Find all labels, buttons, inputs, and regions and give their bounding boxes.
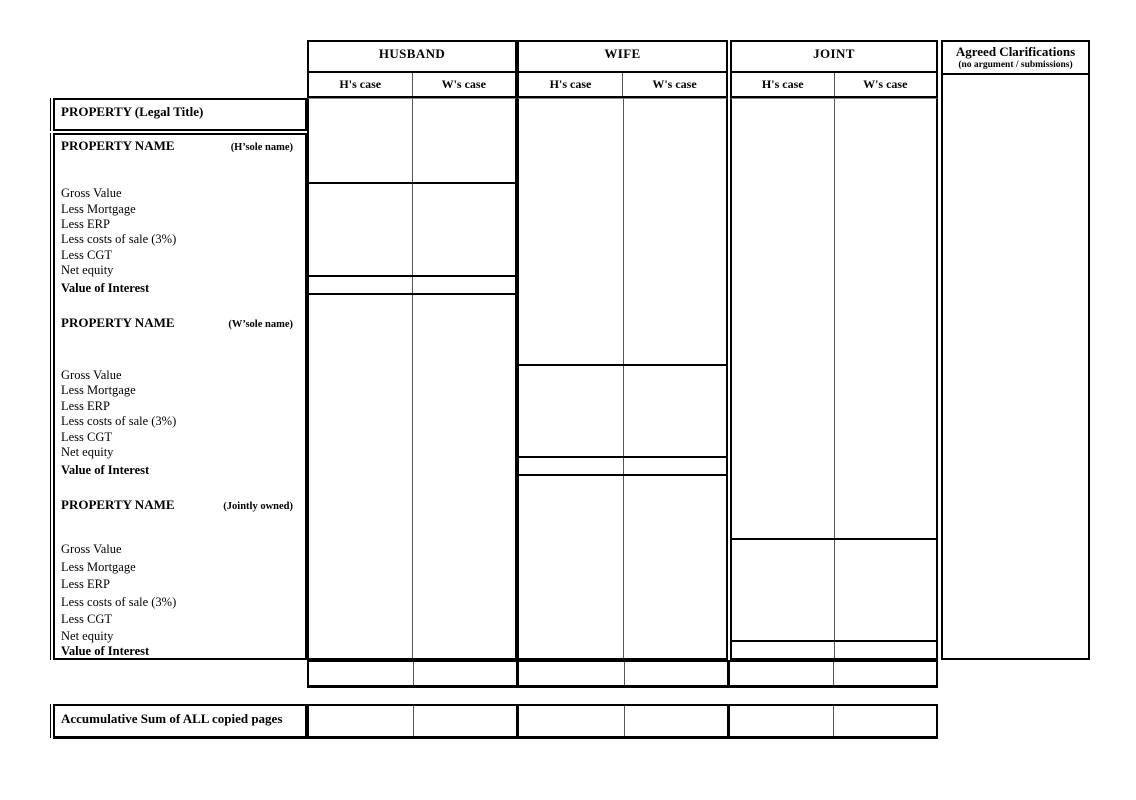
grid-line xyxy=(727,706,730,736)
row-label-value-of-interest-1: Value of Interest xyxy=(61,281,150,295)
row-label-less-mortgage-1: Less Mortgage xyxy=(61,202,136,216)
grid-line xyxy=(516,662,519,685)
row-label-costs-of-sale-1: Less costs of sale (3%) xyxy=(61,232,177,246)
row-label-net-equity-3: Net equity xyxy=(61,629,114,643)
joint-columns xyxy=(730,98,938,660)
row-label-net-equity-2: Net equity xyxy=(61,445,114,459)
row-label-costs-of-sale-2: Less costs of sale (3%) xyxy=(61,414,177,428)
accumulative-sum-label-box xyxy=(53,704,307,739)
row-label-less-cgt-3: Less CGT xyxy=(61,612,113,626)
joint-subheader-row xyxy=(732,73,936,96)
row-label-costs-of-sale-3: Less costs of sale (3%) xyxy=(61,595,177,609)
section-title-wsole xyxy=(61,315,293,331)
husband-value-of-interest-row xyxy=(309,277,515,295)
row-label-less-mortgage-3: Less Mortgage xyxy=(61,560,136,574)
row-label-gross-value-2: Gross Value xyxy=(61,368,122,382)
husband-hcase-header: H's case xyxy=(339,77,382,91)
joint-header-box xyxy=(730,40,938,98)
row-label-less-mortgage-2: Less Mortgage xyxy=(61,383,136,397)
husband-header-box xyxy=(307,40,517,98)
grid-line xyxy=(833,662,834,685)
joint-hcase-header: H's case xyxy=(761,77,804,91)
row-label-value-of-interest-3: Value of Interest xyxy=(61,644,150,658)
ownership-label-2: (W’sole name) xyxy=(228,319,293,330)
agreed-clarifications-title: Agreed Clarifications xyxy=(955,44,1076,59)
agreed-clarifications-cell xyxy=(943,75,1088,658)
grid-line xyxy=(727,662,730,685)
property-name-label-2: PROPERTY NAME xyxy=(61,315,175,330)
husband-subheader-row xyxy=(309,73,515,96)
grid-line xyxy=(624,662,625,685)
grid-line xyxy=(624,706,625,736)
section-title-joint xyxy=(61,497,293,513)
property-name-label-3: PROPERTY NAME xyxy=(61,497,175,512)
joint-header-title: JOINT xyxy=(732,42,936,73)
joint-wcase-header: W's case xyxy=(834,73,937,96)
husband-values-box xyxy=(309,182,515,277)
wife-value-of-interest-row xyxy=(519,458,726,476)
row-labels-box xyxy=(53,133,307,660)
row-label-less-cgt-1: Less CGT xyxy=(61,248,113,262)
wife-wcase-header: W's case xyxy=(622,73,726,96)
row-label-gross-value-3: Gross Value xyxy=(61,542,122,556)
wife-subheader-row xyxy=(519,73,726,96)
agreed-clarifications-header xyxy=(943,42,1088,75)
row-label-net-equity-1: Net equity xyxy=(61,263,114,277)
row-label-less-cgt-2: Less CGT xyxy=(61,430,113,444)
legal-title-box xyxy=(53,98,307,131)
ownership-label-3: (Jointly owned) xyxy=(223,501,293,512)
row-label-less-erp-2: Less ERP xyxy=(61,399,110,413)
accumulative-sum-values-row xyxy=(307,704,938,739)
husband-columns xyxy=(307,98,517,660)
grid-line xyxy=(833,706,834,736)
legal-title-label: PROPERTY (Legal Title) xyxy=(61,104,204,119)
grid-line xyxy=(413,662,414,685)
section-title-hsole xyxy=(61,138,293,154)
wife-hcase-header: H's case xyxy=(549,77,592,91)
grid-line xyxy=(516,706,519,736)
wife-header-box xyxy=(517,40,728,98)
property-name-label-1: PROPERTY NAME xyxy=(61,138,175,153)
joint-values-box xyxy=(732,538,936,642)
grid-line xyxy=(413,706,414,736)
row-label-less-erp-1: Less ERP xyxy=(61,217,110,231)
ownership-label-1: (H’sole name) xyxy=(230,142,293,153)
row-label-gross-value-1: Gross Value xyxy=(61,186,122,200)
wife-header-title: WIFE xyxy=(519,42,726,73)
husband-header-title: HUSBAND xyxy=(309,42,515,73)
page-totals-row xyxy=(307,660,938,688)
row-label-less-erp-3: Less ERP xyxy=(61,577,110,591)
agreed-clarifications-subtitle: (no argument / submissions) xyxy=(958,60,1073,71)
wife-columns xyxy=(517,98,728,660)
row-label-value-of-interest-2: Value of Interest xyxy=(61,463,150,477)
accumulative-sum-label: Accumulative Sum of ALL copied pages xyxy=(61,711,283,726)
husband-wcase-header: W's case xyxy=(412,73,516,96)
wife-values-box xyxy=(519,364,726,458)
agreed-clarifications-column xyxy=(941,40,1090,660)
